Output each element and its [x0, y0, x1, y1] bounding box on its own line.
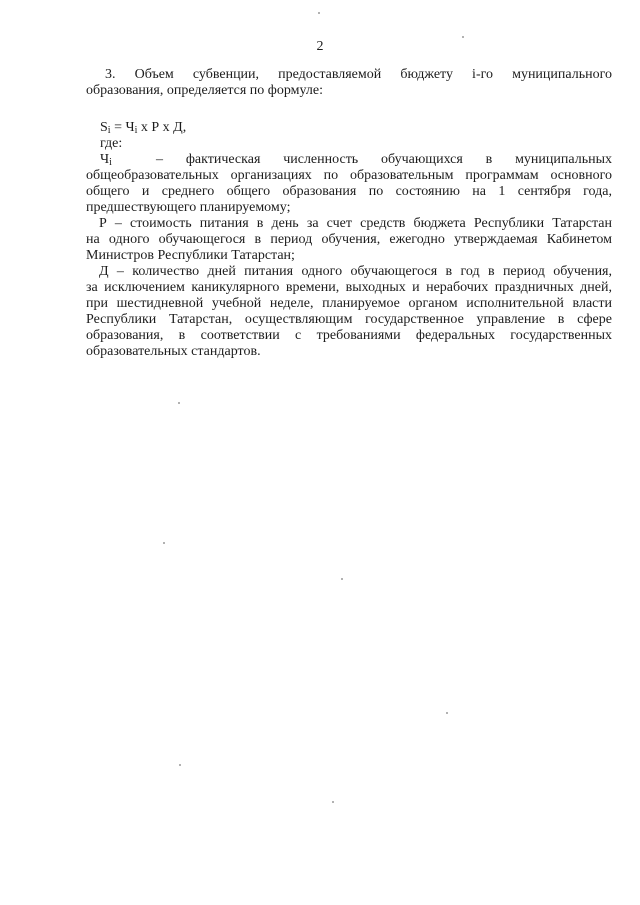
definition-ch-line-3: общего и среднего общего образования по состоянию на 1 сентября года,: [86, 184, 612, 199]
scan-speck: [446, 712, 448, 714]
paragraph-3-line-2: образования, определяется по формуле:: [86, 83, 323, 98]
formula-ch-index: i: [134, 125, 138, 136]
scan-speck: [332, 801, 334, 803]
definition-ch-line-2: общеобразовательных организациях по образовательным программам основного: [86, 168, 612, 183]
page-number: 2: [316, 39, 324, 54]
definition-d-line-3: при шестидневной учебной неделе, планируемое органом исполнительной власти: [86, 296, 612, 311]
definition-d-line-2: за исключением каникулярного времени, выходных и нерабочих праздничных дней,: [86, 280, 612, 295]
scan-speck: [179, 764, 181, 766]
definition-p-line-3: Министров Республики Татарстан;: [86, 248, 295, 263]
formula-s: S: [100, 120, 108, 135]
formula-eq-ch: = Ч: [110, 120, 135, 135]
paragraph-3-line-1: 3. Объем субвенции, предоставляемой бюджету i-го муниципального: [105, 67, 612, 82]
definition-ch-line-1: [86, 152, 612, 168]
scan-speck: [178, 402, 180, 404]
definition-ch-symbol: $Ч_i$: [100, 152, 112, 168]
scan-speck: [341, 578, 343, 580]
definition-p-line-2: на одного обучающегося в период обучения, ежегодно утверждаемая Кабинетом: [86, 232, 612, 247]
document-body: [86, 67, 612, 360]
scan-speck: [318, 12, 320, 14]
formula-s-index: i: [107, 125, 111, 136]
definition-d-line-5: образования, в соответствии с требованиями федеральных государственных: [86, 328, 612, 343]
definition-d-line-6: образовательных стандартов.: [86, 344, 261, 359]
formula-rest: х Р х Д,: [137, 120, 187, 135]
definition-ch-text-1: – фактическая численность обучающихся в муниципальных: [156, 152, 612, 167]
scan-speck: [163, 542, 165, 544]
formula: [86, 120, 612, 136]
definition-p-line-1: Р – стоимость питания в день за счет средств бюджета Республики Татарстан: [99, 216, 612, 231]
where-label: где:: [100, 136, 123, 151]
definition-ch-line-4: предшествующего планируемому;: [86, 200, 291, 215]
definition-d-line-4: Республики Татарстан, осуществляющим государственное управление в сфере: [86, 312, 612, 327]
definition-d-line-1: Д – количество дней питания одного обучающегося в год в период обучения,: [99, 264, 612, 279]
scan-speck: [462, 36, 464, 38]
